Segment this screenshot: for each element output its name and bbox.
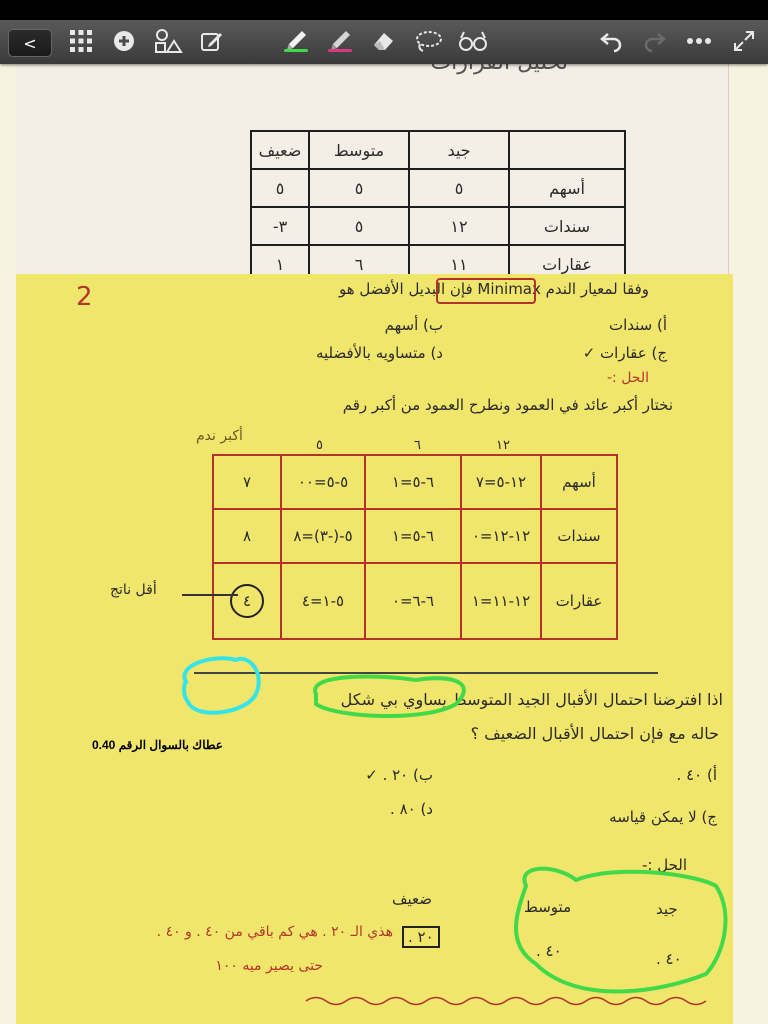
option-a: أ) سندات	[608, 316, 667, 334]
row-label: أسهم	[541, 455, 617, 509]
header-weak: ضعيف	[251, 131, 309, 169]
prob-val-weak: ٢٠ .	[402, 926, 440, 948]
photo-decision-table[interactable]	[16, 64, 728, 274]
max-regret-cell: ٨	[213, 509, 281, 563]
green-ink-loop-1	[315, 677, 464, 717]
row-label: عقارات	[541, 563, 617, 639]
q2-option-b: ب) ٢٠ . ✓	[365, 766, 433, 784]
redo-button[interactable]	[640, 26, 668, 56]
grid-view-button[interactable]	[66, 26, 96, 56]
note-canvas[interactable]	[0, 64, 768, 1024]
question2-line1: اذا افترضنا احتمال الأقبال الجيد المتوسط يساوي بي شكل	[340, 690, 723, 709]
cell: ١١	[409, 245, 509, 283]
row-label: أسهم	[509, 169, 625, 207]
cell: ٥-١=٤	[281, 563, 365, 639]
add-button[interactable]	[110, 26, 138, 56]
back-button[interactable]	[8, 29, 52, 57]
cell: ١٢-١١=١	[461, 563, 541, 639]
cell: ٦-٥=١	[365, 455, 461, 509]
row-label: سندات	[541, 509, 617, 563]
cell: -٣	[251, 207, 309, 245]
q2-option-c: ج) لا يمكن قياسه	[609, 808, 717, 826]
more-button[interactable]	[684, 26, 714, 56]
cell: ١٢-٥=٧	[461, 455, 541, 509]
min-result-label: أقل ناتج	[110, 582, 157, 598]
redo-icon	[642, 30, 666, 52]
cell: ٦-٥=١	[365, 509, 461, 563]
ink-annotations	[16, 274, 733, 1024]
col-head-6: ٦	[414, 438, 421, 453]
page-number: 2	[76, 282, 93, 312]
question1-text: وفقا لمعيار الندم Minimax فإن البديل الأفضل هو	[338, 280, 649, 298]
decision-table	[250, 130, 626, 284]
instruction-text: نختار أكبر عائد في العمود ونطرح العمود من أكبر رقم	[342, 396, 673, 414]
option-c: ج) عقارات ✓	[582, 344, 667, 362]
shapes-button[interactable]	[152, 26, 184, 56]
prob-val-medium: ٤٠ .	[536, 942, 562, 960]
cell: ١٢	[409, 207, 509, 245]
max-regret-cell: ٧	[213, 455, 281, 509]
col-head-5: ٥	[316, 438, 323, 453]
prob-head-medium: متوسط	[524, 898, 572, 916]
prob-head-good: جيد	[656, 900, 678, 918]
cell: ٥-(-٣)=٨	[281, 509, 365, 563]
eraser-tool-button[interactable]	[368, 26, 400, 56]
edit-text-button[interactable]	[198, 26, 226, 56]
photo-worksheet[interactable]	[16, 274, 733, 1024]
undo-button[interactable]	[598, 26, 626, 56]
plus-circle-icon	[113, 30, 135, 52]
overlay-note: عطاك بالسوال الرقم 0.40	[92, 738, 223, 752]
cell: ١	[251, 245, 309, 283]
toolbar	[0, 20, 768, 64]
cell: ١٢-١٢=٠	[461, 509, 541, 563]
max-regret-label: أكبر ندم	[196, 428, 243, 444]
header-medium: متوسط	[309, 131, 409, 169]
col-head-12: ١٢	[496, 438, 510, 453]
fullscreen-button[interactable]	[730, 26, 758, 56]
solution-label-2: الحل :-	[641, 856, 687, 874]
cell: ٦	[309, 245, 409, 283]
lasso-icon	[414, 29, 444, 53]
prob-head-weak: ضعيف	[392, 890, 433, 908]
cyan-ink-circle	[184, 658, 259, 712]
q2-option-d: د) ٨٠ .	[390, 800, 433, 818]
header-blank	[509, 131, 625, 169]
compose-icon	[200, 29, 224, 53]
cell: ٦-٦=٠	[365, 563, 461, 639]
row-label: عقارات	[509, 245, 625, 283]
prob-val-good: ٤٠ .	[656, 950, 682, 968]
lasso-tool-button[interactable]	[412, 26, 446, 56]
green-ink-loop-2	[516, 869, 725, 992]
expand-icon	[733, 30, 755, 52]
cell: ٥	[409, 169, 509, 207]
grid-icon	[69, 29, 93, 53]
more-icon	[686, 37, 712, 45]
min-result-circle: ٤	[230, 584, 264, 618]
header-good: جيد	[409, 131, 509, 169]
back-label: <	[23, 33, 37, 53]
pen-tool-button[interactable]	[280, 26, 312, 56]
option-d: د) متساويه بالأفضليه	[315, 344, 443, 362]
zoom-tool-button[interactable]	[456, 26, 490, 56]
eraser-icon	[371, 29, 397, 53]
cell: ٥	[309, 169, 409, 207]
highlighter-tool-button[interactable]	[324, 26, 356, 56]
question2-line2: حاله مع فإن احتمال الأقبال الضعيف ؟	[470, 724, 719, 743]
cell: ٥-٥=٠٠	[281, 455, 365, 509]
shapes-icon	[154, 29, 182, 53]
row-label: سندات	[509, 207, 625, 245]
final-note-2: حتى يصير ميه ١٠٠	[215, 958, 323, 974]
undo-icon	[600, 30, 624, 52]
cell: ٥	[309, 207, 409, 245]
pen-color-indicator	[284, 49, 308, 52]
final-note-1: هذي الـ ٢٠ . هي كم باقي من ٤٠ . و ٤٠ .	[156, 924, 393, 940]
solution-label-1: الحل :-	[606, 370, 649, 386]
status-bar	[0, 0, 768, 20]
glasses-icon	[458, 30, 488, 52]
highlighter-color-indicator	[328, 49, 352, 52]
option-b: ب) أسهم	[384, 316, 443, 334]
cell: ٥	[251, 169, 309, 207]
q2-option-a: أ) ٤٠ .	[676, 766, 717, 784]
